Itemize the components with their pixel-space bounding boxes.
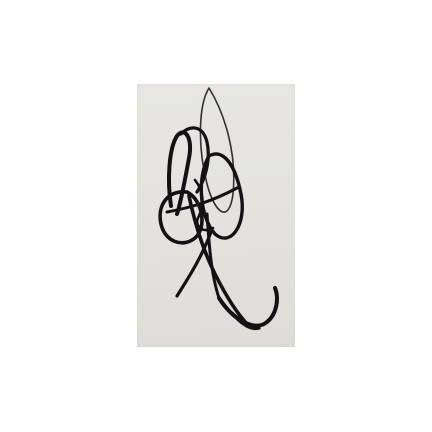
- handwritten-signature: [137, 84, 295, 347]
- signature-bottom-hook: [219, 288, 277, 326]
- paper-card: [137, 84, 295, 347]
- signature-upper-hook: [169, 132, 190, 214]
